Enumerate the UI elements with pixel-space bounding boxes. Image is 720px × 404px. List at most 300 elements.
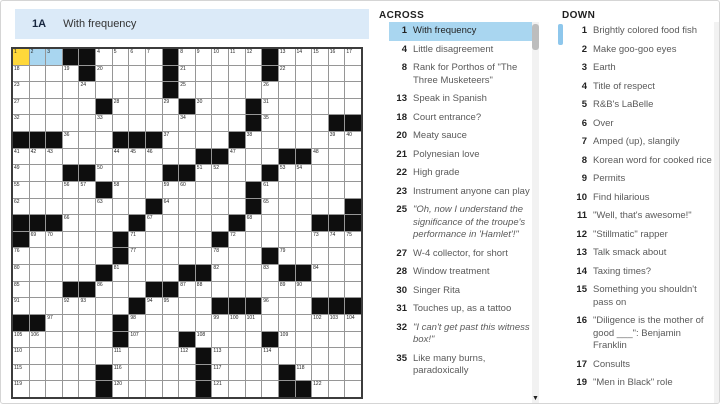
clue-item-down-5[interactable] [569,96,717,115]
grid-cell[interactable] [113,182,129,198]
grid-cell[interactable] [30,165,46,181]
grid-cell[interactable] [146,66,162,82]
grid-cell[interactable] [229,365,245,381]
grid-cell[interactable] [312,132,328,148]
grid-cell[interactable] [262,381,278,397]
grid-cell[interactable] [296,298,312,314]
grid-cell[interactable] [279,132,295,148]
grid-cell[interactable] [229,82,245,98]
grid-cell[interactable] [63,115,79,131]
grid-cell[interactable] [113,215,129,231]
clue-item-across-25[interactable] [389,201,534,245]
grid-cell[interactable] [229,348,245,364]
grid-cell[interactable] [46,298,62,314]
grid-cell[interactable] [262,215,278,231]
grid-cell[interactable] [63,182,79,198]
clue-item-across-8[interactable] [389,59,534,90]
grid-cell[interactable] [329,232,345,248]
grid-cell[interactable] [312,49,328,65]
grid-cell[interactable] [30,49,46,65]
grid-cell[interactable] [13,199,29,215]
grid-cell[interactable] [13,381,29,397]
grid-cell[interactable] [179,149,195,165]
grid-cell[interactable] [79,215,95,231]
grid-cell[interactable] [229,265,245,281]
grid-cell[interactable] [262,115,278,131]
grid-cell[interactable] [113,282,129,298]
grid-cell[interactable] [79,115,95,131]
grid-cell[interactable] [345,332,361,348]
grid-cell[interactable] [129,232,145,248]
grid-cell[interactable] [345,132,361,148]
grid-cell[interactable] [329,315,345,331]
grid-cell[interactable] [329,82,345,98]
grid-cell[interactable] [13,49,29,65]
grid-cell[interactable] [63,348,79,364]
clue-item-across-4[interactable] [389,41,534,60]
grid-cell[interactable] [279,315,295,331]
clue-item-down-16[interactable] [569,312,717,356]
grid-cell[interactable] [179,66,195,82]
grid-cell[interactable] [212,99,228,115]
grid-cell[interactable] [196,282,212,298]
grid-cell[interactable] [345,348,361,364]
grid-cell[interactable] [129,348,145,364]
grid-cell[interactable] [212,182,228,198]
grid-cell[interactable] [179,381,195,397]
grid-cell[interactable] [79,332,95,348]
grid-cell[interactable] [146,232,162,248]
grid-cell[interactable] [179,348,195,364]
grid-cell[interactable] [196,165,212,181]
grid-cell[interactable] [229,315,245,331]
grid-cell[interactable] [345,149,361,165]
grid-cell[interactable] [163,365,179,381]
grid-cell[interactable] [246,365,262,381]
grid-cell[interactable] [113,49,129,65]
grid-cell[interactable] [246,315,262,331]
grid-cell[interactable] [196,115,212,131]
clue-item-across-22[interactable] [389,164,534,183]
grid-cell[interactable] [163,99,179,115]
clue-item-down-17[interactable] [569,356,717,375]
grid-cell[interactable] [163,298,179,314]
grid-cell[interactable] [179,298,195,314]
grid-cell[interactable] [163,232,179,248]
grid-cell[interactable] [96,165,112,181]
grid-cell[interactable] [179,82,195,98]
grid-cell[interactable] [113,199,129,215]
grid-cell[interactable] [113,115,129,131]
grid-cell[interactable] [13,248,29,264]
current-clue-bar[interactable] [15,9,369,39]
grid-cell[interactable] [296,332,312,348]
grid-cell[interactable] [129,49,145,65]
grid-cell[interactable] [146,315,162,331]
grid-cell[interactable] [179,199,195,215]
grid-cell[interactable] [329,132,345,148]
grid-cell[interactable] [96,332,112,348]
grid-cell[interactable] [345,381,361,397]
grid-cell[interactable] [163,332,179,348]
grid-cell[interactable] [229,66,245,82]
grid-cell[interactable] [96,82,112,98]
clue-item-across-1[interactable] [389,22,534,41]
grid-cell[interactable] [279,199,295,215]
grid-cell[interactable] [96,232,112,248]
grid-cell[interactable] [246,82,262,98]
grid-cell[interactable] [113,149,129,165]
grid-cell[interactable] [345,165,361,181]
grid-cell[interactable] [30,149,46,165]
grid-cell[interactable] [246,348,262,364]
grid-cell[interactable] [96,298,112,314]
down-clue-list[interactable] [569,22,717,393]
grid-cell[interactable] [179,215,195,231]
grid-cell[interactable] [196,99,212,115]
grid-cell[interactable] [113,298,129,314]
grid-cell[interactable] [345,99,361,115]
grid-cell[interactable] [30,232,46,248]
grid-cell[interactable] [345,365,361,381]
grid-cell[interactable] [146,332,162,348]
grid-cell[interactable] [46,66,62,82]
grid-cell[interactable] [296,365,312,381]
grid-cell[interactable] [246,381,262,397]
grid-cell[interactable] [345,49,361,65]
grid-cell[interactable] [129,265,145,281]
grid-cell[interactable] [345,248,361,264]
grid-cell[interactable] [96,149,112,165]
grid-cell[interactable] [312,165,328,181]
grid-cell[interactable] [30,365,46,381]
scroll-down-arrow-icon[interactable]: ▼ [532,395,539,402]
grid-cell[interactable] [163,265,179,281]
grid-cell[interactable] [212,199,228,215]
grid-cell[interactable] [329,99,345,115]
grid-cell[interactable] [262,199,278,215]
grid-cell[interactable] [13,115,29,131]
grid-cell[interactable] [279,99,295,115]
grid-cell[interactable] [79,99,95,115]
clue-item-across-27[interactable] [389,245,534,264]
grid-cell[interactable] [113,265,129,281]
grid-cell[interactable] [229,165,245,181]
grid-cell[interactable] [312,199,328,215]
grid-cell[interactable] [146,248,162,264]
grid-cell[interactable] [229,99,245,115]
grid-cell[interactable] [329,265,345,281]
grid-cell[interactable] [312,82,328,98]
grid-cell[interactable] [179,49,195,65]
grid-cell[interactable] [146,99,162,115]
grid-cell[interactable] [63,248,79,264]
grid-cell[interactable] [30,381,46,397]
grid-cell[interactable] [46,348,62,364]
clue-item-down-8[interactable] [569,152,717,171]
grid-cell[interactable] [329,182,345,198]
grid-cell[interactable] [113,365,129,381]
grid-cell[interactable] [246,282,262,298]
grid-cell[interactable] [113,82,129,98]
grid-cell[interactable] [246,66,262,82]
grid-cell[interactable] [79,248,95,264]
grid-cell[interactable] [329,66,345,82]
grid-cell[interactable] [79,149,95,165]
grid-cell[interactable] [312,66,328,82]
grid-cell[interactable] [345,82,361,98]
grid-cell[interactable] [13,66,29,82]
grid-cell[interactable] [279,232,295,248]
grid-cell[interactable] [345,232,361,248]
grid-cell[interactable] [30,199,46,215]
grid-cell[interactable] [262,182,278,198]
grid-cell[interactable] [129,182,145,198]
grid-cell[interactable] [96,315,112,331]
grid-cell[interactable] [46,199,62,215]
grid-cell[interactable] [63,265,79,281]
grid-cell[interactable] [212,365,228,381]
clue-item-across-18[interactable] [389,109,534,128]
grid-cell[interactable] [63,332,79,348]
clue-item-across-35[interactable] [389,350,534,381]
grid-cell[interactable] [96,215,112,231]
grid-cell[interactable] [212,215,228,231]
grid-cell[interactable] [113,99,129,115]
clue-item-across-30[interactable] [389,282,534,301]
grid-cell[interactable] [296,315,312,331]
grid-cell[interactable] [13,348,29,364]
clue-item-down-7[interactable] [569,133,717,152]
grid-cell[interactable] [46,248,62,264]
grid-cell[interactable] [13,165,29,181]
clue-item-down-14[interactable] [569,263,717,282]
grid-cell[interactable] [329,248,345,264]
grid-cell[interactable] [262,315,278,331]
grid-cell[interactable] [212,82,228,98]
grid-cell[interactable] [229,149,245,165]
grid-cell[interactable] [30,248,46,264]
clue-item-across-20[interactable] [389,127,534,146]
grid-cell[interactable] [246,49,262,65]
clue-item-down-1[interactable] [569,22,717,41]
grid-cell[interactable] [229,232,245,248]
grid-cell[interactable] [30,99,46,115]
grid-cell[interactable] [179,182,195,198]
grid-cell[interactable] [229,332,245,348]
grid-cell[interactable] [179,282,195,298]
grid-cell[interactable] [96,66,112,82]
grid-cell[interactable] [96,132,112,148]
grid-cell[interactable] [279,165,295,181]
clue-item-down-13[interactable] [569,244,717,263]
grid-cell[interactable] [246,232,262,248]
grid-cell[interactable] [63,149,79,165]
grid-cell[interactable] [296,199,312,215]
grid-cell[interactable] [179,248,195,264]
grid-cell[interactable] [79,381,95,397]
grid-cell[interactable] [345,315,361,331]
grid-cell[interactable] [296,115,312,131]
grid-cell[interactable] [146,182,162,198]
grid-cell[interactable] [13,332,29,348]
grid-cell[interactable] [296,232,312,248]
grid-cell[interactable] [146,381,162,397]
grid-cell[interactable] [113,381,129,397]
grid-cell[interactable] [196,199,212,215]
grid-cell[interactable] [96,282,112,298]
grid-cell[interactable] [46,282,62,298]
clue-item-across-31[interactable] [389,300,534,319]
grid-cell[interactable] [179,365,195,381]
grid-cell[interactable] [46,99,62,115]
clue-item-down-9[interactable] [569,170,717,189]
grid-cell[interactable] [345,182,361,198]
grid-cell[interactable] [279,82,295,98]
clue-item-down-6[interactable] [569,115,717,134]
crossword-grid[interactable] [11,47,363,399]
grid-cell[interactable] [146,348,162,364]
grid-cell[interactable] [262,232,278,248]
grid-cell[interactable] [146,82,162,98]
grid-cell[interactable] [196,332,212,348]
grid-cell[interactable] [329,199,345,215]
grid-cell[interactable] [246,215,262,231]
grid-cell[interactable] [30,115,46,131]
grid-cell[interactable] [129,332,145,348]
grid-cell[interactable] [229,182,245,198]
grid-cell[interactable] [163,248,179,264]
clue-item-across-21[interactable] [389,146,534,165]
grid-cell[interactable] [63,365,79,381]
grid-cell[interactable] [113,66,129,82]
grid-cell[interactable] [296,49,312,65]
grid-cell[interactable] [46,149,62,165]
grid-cell[interactable] [129,149,145,165]
clue-item-down-15[interactable] [569,281,717,312]
grid-cell[interactable] [46,265,62,281]
grid-cell[interactable] [246,132,262,148]
grid-cell[interactable] [212,165,228,181]
grid-cell[interactable] [113,348,129,364]
grid-cell[interactable] [96,199,112,215]
grid-cell[interactable] [163,215,179,231]
grid-cell[interactable] [179,232,195,248]
grid-cell[interactable] [279,215,295,231]
grid-cell[interactable] [63,132,79,148]
across-clue-list[interactable] [389,22,534,381]
grid-cell[interactable] [46,82,62,98]
grid-cell[interactable] [279,348,295,364]
grid-cell[interactable] [212,248,228,264]
grid-cell[interactable] [79,82,95,98]
grid-cell[interactable] [262,82,278,98]
grid-cell[interactable] [30,298,46,314]
grid-cell[interactable] [63,66,79,82]
grid-cell[interactable] [129,381,145,397]
grid-cell[interactable] [196,182,212,198]
clue-item-across-28[interactable] [389,263,534,282]
grid-cell[interactable] [196,298,212,314]
grid-cell[interactable] [46,365,62,381]
grid-cell[interactable] [30,282,46,298]
grid-cell[interactable] [30,66,46,82]
grid-cell[interactable] [63,298,79,314]
grid-cell[interactable] [79,315,95,331]
grid-cell[interactable] [329,348,345,364]
grid-cell[interactable] [329,149,345,165]
grid-cell[interactable] [179,132,195,148]
grid-cell[interactable] [146,365,162,381]
grid-cell[interactable] [13,282,29,298]
grid-cell[interactable] [163,381,179,397]
grid-cell[interactable] [96,49,112,65]
grid-cell[interactable] [196,49,212,65]
grid-cell[interactable] [345,66,361,82]
grid-cell[interactable] [329,165,345,181]
clue-item-down-11[interactable] [569,207,717,226]
grid-cell[interactable] [63,381,79,397]
grid-cell[interactable] [146,149,162,165]
grid-cell[interactable] [196,132,212,148]
grid-cell[interactable] [196,82,212,98]
grid-cell[interactable] [96,248,112,264]
grid-cell[interactable] [146,165,162,181]
grid-cell[interactable] [163,132,179,148]
grid-cell[interactable] [30,265,46,281]
grid-cell[interactable] [196,232,212,248]
grid-cell[interactable] [229,248,245,264]
grid-cell[interactable] [246,332,262,348]
grid-cell[interactable] [212,348,228,364]
grid-cell[interactable] [279,282,295,298]
clue-item-down-12[interactable] [569,226,717,245]
grid-cell[interactable] [46,115,62,131]
grid-cell[interactable] [262,365,278,381]
grid-cell[interactable] [129,365,145,381]
grid-cell[interactable] [79,199,95,215]
grid-cell[interactable] [212,66,228,82]
grid-cell[interactable] [146,215,162,231]
grid-cell[interactable] [262,132,278,148]
grid-cell[interactable] [329,49,345,65]
grid-cell[interactable] [129,99,145,115]
grid-cell[interactable] [312,265,328,281]
grid-cell[interactable] [13,149,29,165]
grid-cell[interactable] [212,315,228,331]
grid-cell[interactable] [296,248,312,264]
grid-cell[interactable] [312,332,328,348]
grid-cell[interactable] [30,82,46,98]
grid-cell[interactable] [329,381,345,397]
across-scrollbar-thumb[interactable] [532,24,539,50]
grid-cell[interactable] [296,348,312,364]
grid-cell[interactable] [312,248,328,264]
grid-cell[interactable] [13,82,29,98]
grid-cell[interactable] [63,199,79,215]
grid-cell[interactable] [63,99,79,115]
grid-cell[interactable] [13,265,29,281]
grid-cell[interactable] [262,149,278,165]
clue-item-down-2[interactable] [569,41,717,60]
grid-cell[interactable] [30,348,46,364]
grid-cell[interactable] [30,182,46,198]
grid-cell[interactable] [129,82,145,98]
grid-cell[interactable] [279,248,295,264]
clue-item-down-10[interactable] [569,189,717,208]
grid-cell[interactable] [13,298,29,314]
grid-cell[interactable] [296,66,312,82]
